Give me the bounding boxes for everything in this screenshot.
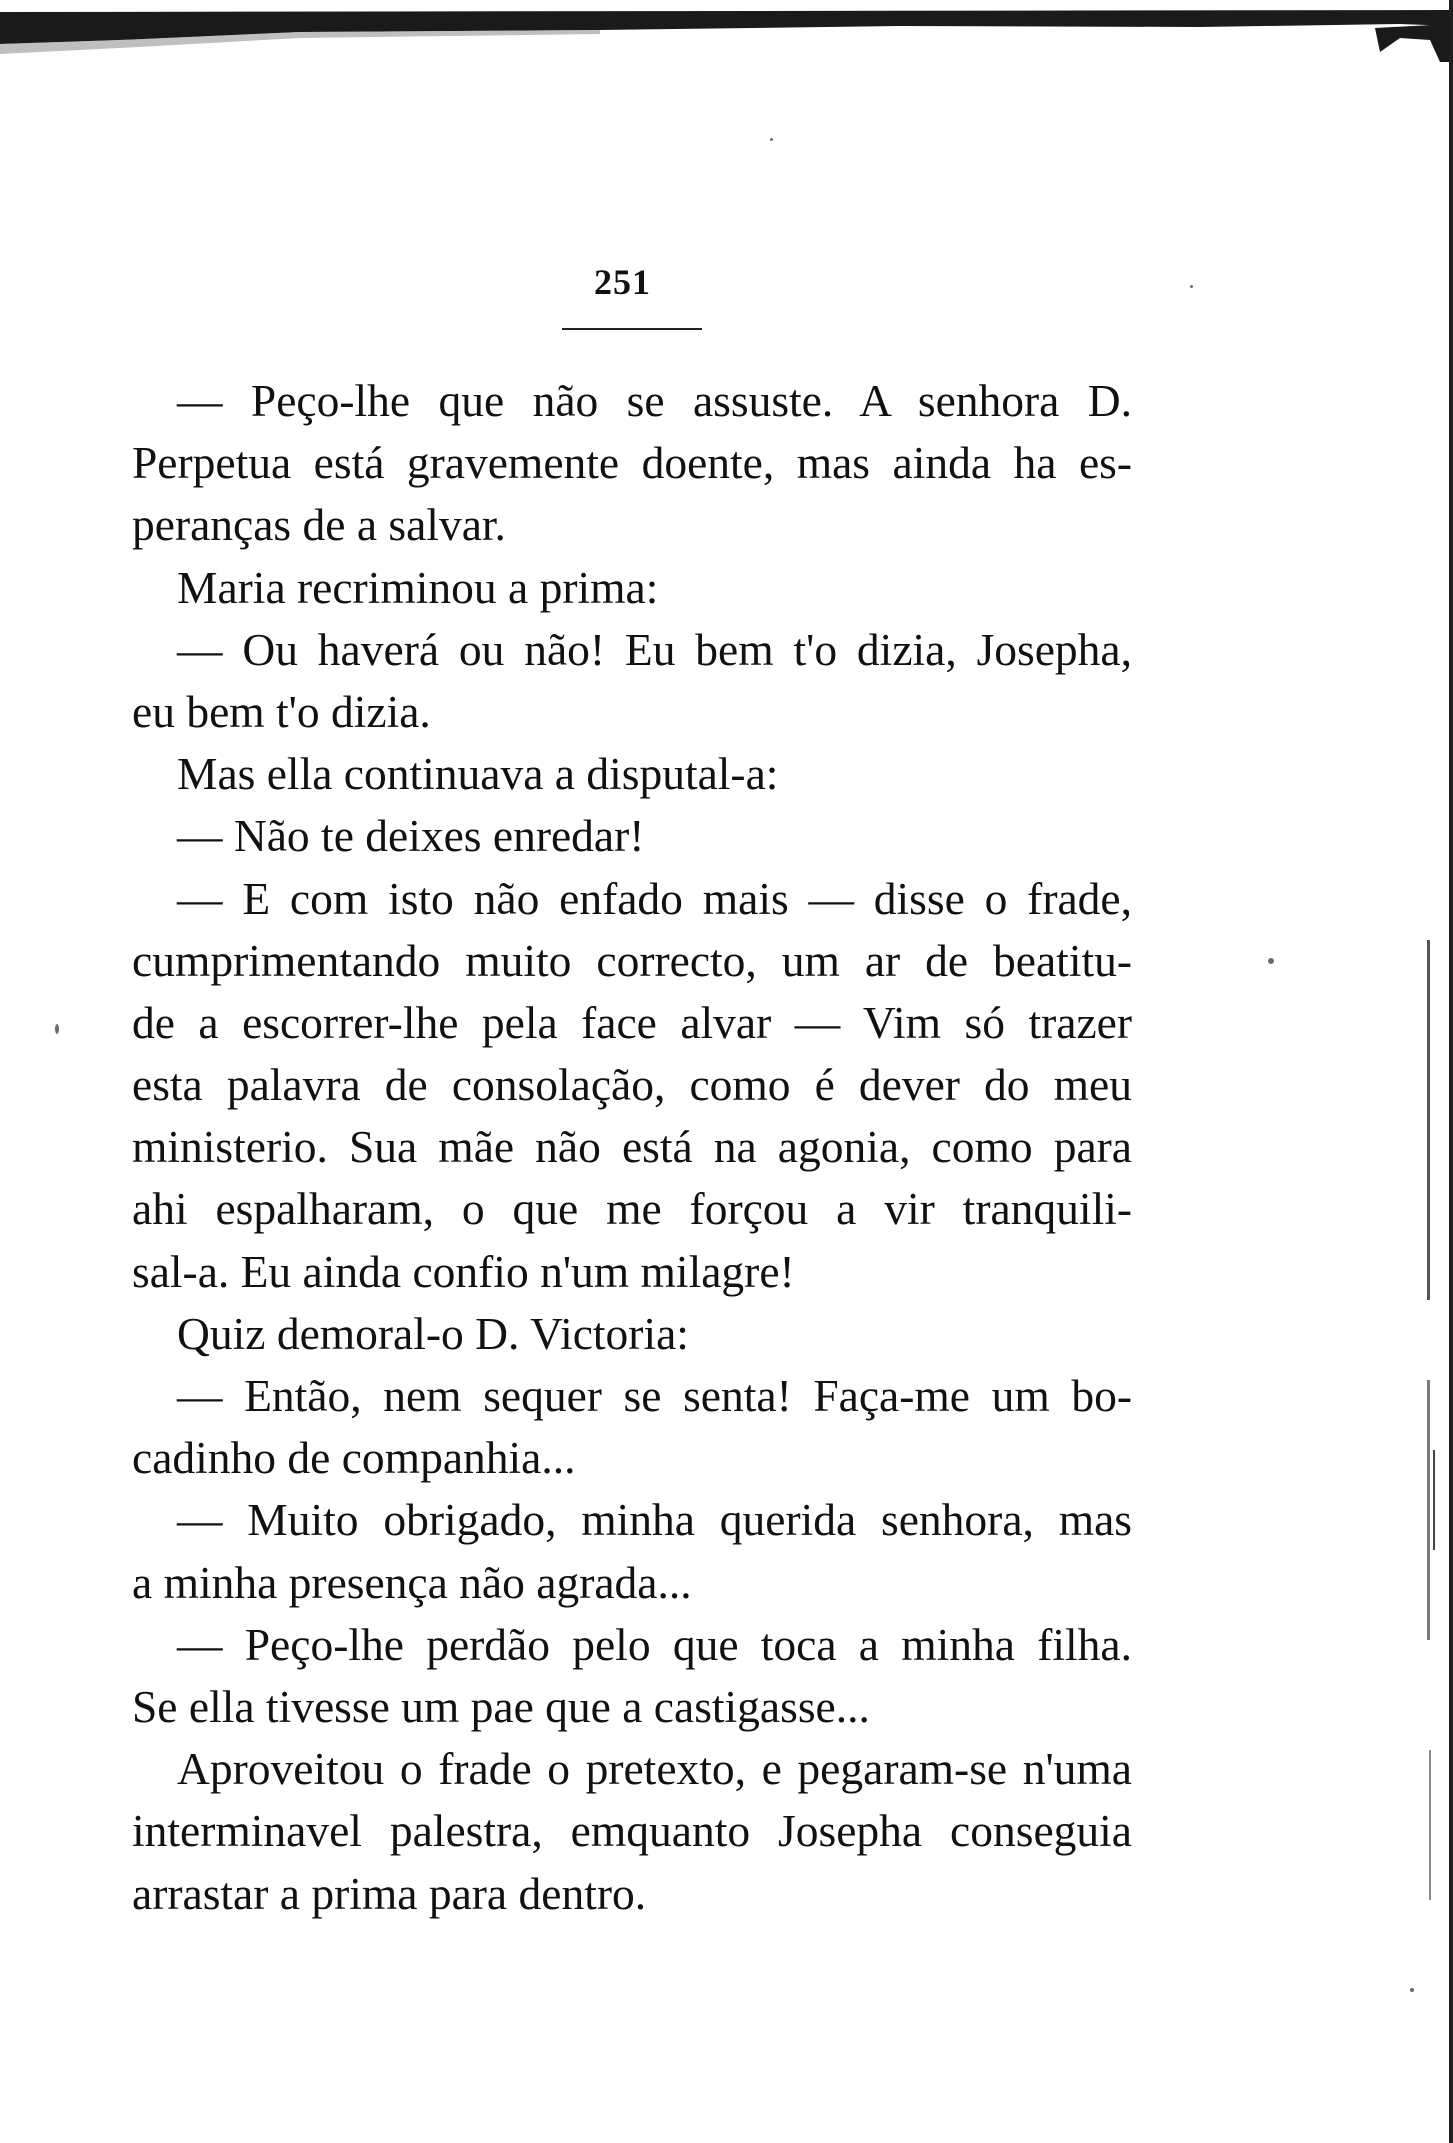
scanned-page-right-edge: [1423, 0, 1453, 2143]
text-line: — Muito obrigado, minha querida senhora, mas: [177, 1494, 1132, 1546]
text-line: Quiz demoral-o D. Victoria:: [177, 1307, 689, 1359]
text-line: — Ou haverá ou não! Eu bem t'o dizia, Josepha,: [177, 623, 1132, 675]
scan-speck: [1410, 1988, 1414, 1992]
text-line: arrastar a prima para dentro.: [132, 1867, 647, 1919]
text-line: Mas ella continuava a disputal-a:: [177, 748, 779, 800]
text-line: sal-a. Eu ainda confio n'um milagre!: [132, 1245, 795, 1297]
text-line: a minha presença não agrada...: [132, 1556, 692, 1608]
text-line: — E com isto não enfado mais — disse o frade,: [177, 872, 1132, 924]
text-line: eu bem t'o dizia.: [132, 685, 431, 737]
text-line: Maria recriminou a prima:: [177, 561, 659, 613]
text-line: de a escorrer-lhe pela face alvar — Vim só trazer: [132, 996, 1132, 1048]
text-line: cadinho de companhia...: [132, 1432, 576, 1484]
scan-speck: [1268, 958, 1274, 964]
text-line: Aproveitou o frade o pretexto, e pegaram-se n'uma: [177, 1743, 1132, 1795]
text-line: ministerio. Sua mãe não está na agonia, como para: [132, 1121, 1132, 1173]
body-text: [132, 370, 1132, 1925]
page-number: 251: [594, 262, 651, 302]
scan-speck: [770, 138, 773, 141]
text-line: Se ella tivesse um pae que a castigasse...: [132, 1680, 870, 1732]
text-line: — Peço-lhe perdão pelo que toca a minha filha.: [177, 1618, 1132, 1670]
text-line: esta palavra de consolação, como é dever do meu: [132, 1059, 1132, 1111]
scanned-page-top-edge: [0, 0, 1453, 62]
page-number-rule: [562, 328, 702, 330]
text-line: cumprimentando muito correcto, um ar de beatitu-: [132, 934, 1132, 986]
text-line: peranças de a salvar.: [132, 499, 506, 551]
text-line: — Então, nem sequer se senta! Faça-me um bo-: [177, 1370, 1132, 1421]
text-line: ahi espalharam, o que me forçou a vir tranquili-: [132, 1183, 1132, 1235]
text-line: interminavel palestra, emquanto Josepha conseguia: [132, 1805, 1132, 1857]
text-line: Perpetua está gravemente doente, mas ainda ha es-: [132, 437, 1132, 489]
scan-speck: [55, 1024, 59, 1034]
text-line: — Não te deixes enredar!: [177, 810, 645, 862]
text-line: — Peço-lhe que não se assuste. A senhora D.: [177, 375, 1132, 426]
